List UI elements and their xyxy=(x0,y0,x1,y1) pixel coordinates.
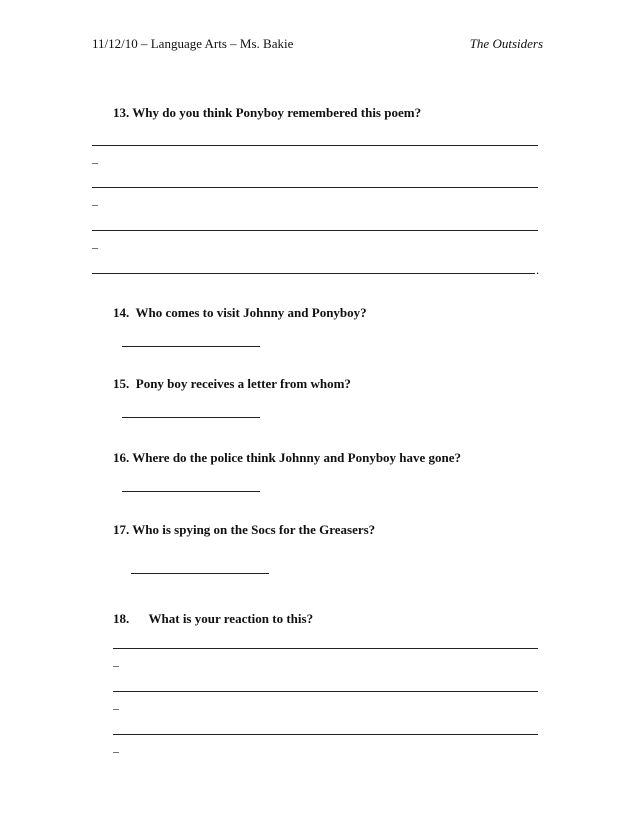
answer-line[interactable] xyxy=(122,491,260,492)
line-continuation: – xyxy=(92,240,98,254)
answer-line[interactable] xyxy=(113,691,538,692)
answer-line[interactable] xyxy=(131,573,269,574)
answer-line[interactable] xyxy=(92,230,538,231)
question-15: 15. Pony boy receives a letter from whom? xyxy=(113,376,351,391)
line-continuation: – xyxy=(113,701,119,715)
question-13: 13. Why do you think Ponyboy remembered this poem? xyxy=(113,105,422,120)
question-18: 18. What is your reaction to this? xyxy=(113,611,314,626)
answer-line[interactable] xyxy=(113,648,538,649)
header-title: The Outsiders xyxy=(469,36,543,51)
answer-line[interactable] xyxy=(122,346,260,347)
answer-line[interactable] xyxy=(92,145,538,146)
answer-line[interactable] xyxy=(113,734,538,735)
question-16: 16. Where do the police think Johnny and Ponyboy have gone? xyxy=(113,450,462,465)
answer-line[interactable] xyxy=(92,187,538,188)
answer-line[interactable] xyxy=(122,417,260,418)
line-continuation: – xyxy=(92,197,98,211)
question-14: 14. Who comes to visit Johnny and Ponyboy? xyxy=(113,305,367,320)
line-end-period: . xyxy=(536,262,540,277)
line-continuation: – xyxy=(113,744,119,758)
answer-line[interactable] xyxy=(92,273,535,274)
line-continuation: – xyxy=(92,155,98,169)
question-17: 17. Who is spying on the Socs for the Greasers? xyxy=(113,522,376,537)
header-left: 11/12/10 – Language Arts – Ms. Bakie xyxy=(92,36,294,51)
line-continuation: – xyxy=(113,658,119,672)
